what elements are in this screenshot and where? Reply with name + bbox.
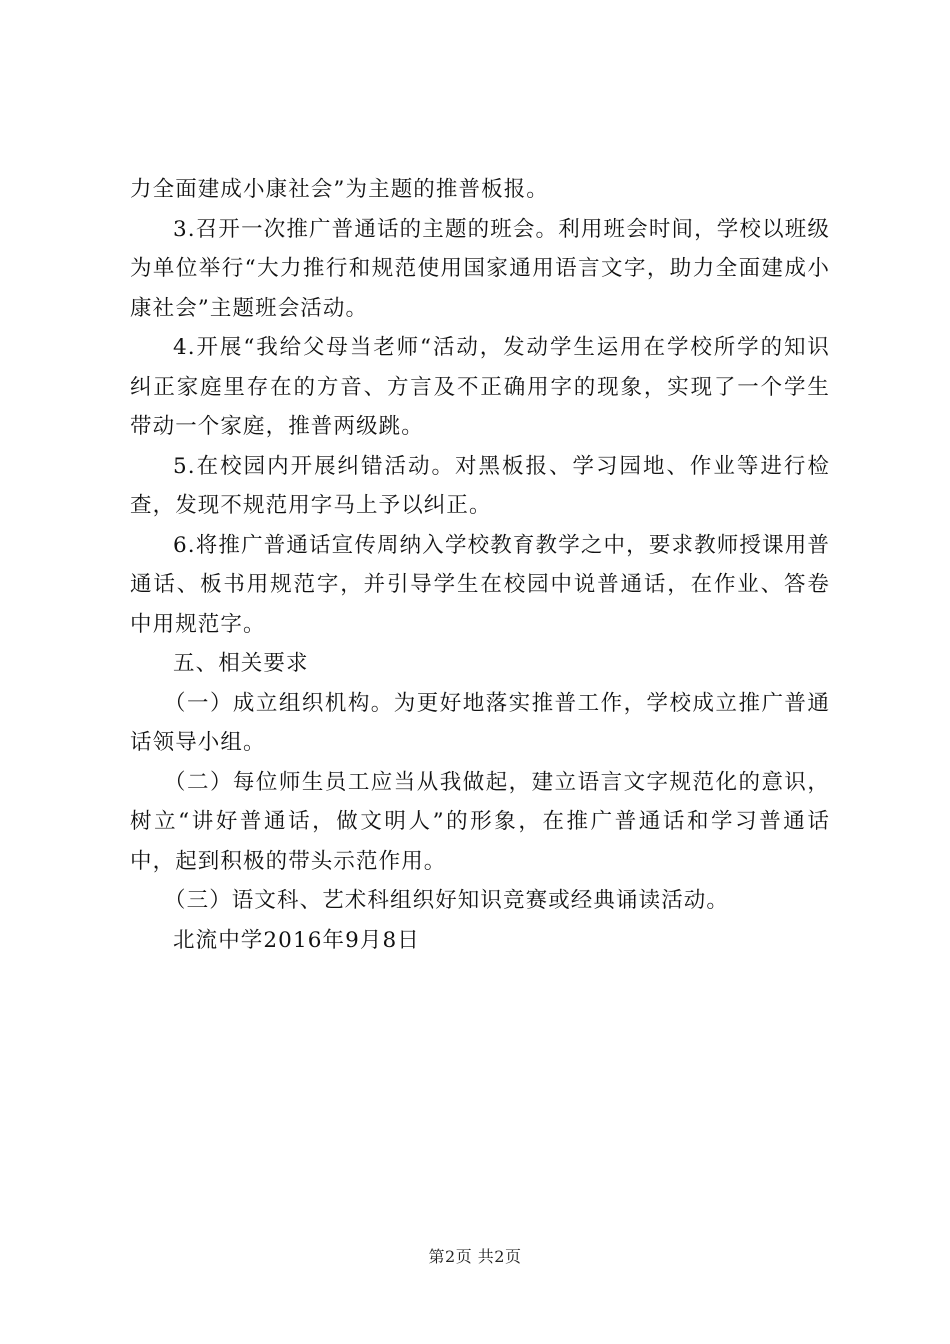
paragraph-requirement-1: （一）成立组织机构。为更好地落实推普工作，学校成立推广普通话领导小组。 (130, 690, 830, 755)
section-heading-requirements: 五、相关要求 (173, 651, 309, 676)
paragraph-requirement-3: （三）语文科、艺术科组织好知识竞赛或经典诵读活动。 (164, 888, 730, 913)
paragraph-requirement-2: （二）每位师生员工应当从我做起，建立语言文字规范化的意识，树立“讲好普通话，做文明人”的形象，在推广普通话和学习普通话中，起到积极的带头示范作用。 (130, 769, 830, 874)
paragraph-item-5: 5.在校园内开展纠错活动。对黑板报、学习园地、作业等进行检查，发现不规范用字马上予以纠正。 (130, 453, 830, 518)
paragraph-continuation: 力全面建成小康社会”为主题的推普板报。 (130, 177, 549, 202)
document-body (130, 170, 830, 960)
page-footer: 第2页 共2页 (428, 1247, 522, 1266)
paragraph-item-4: 4.开展“我给父母当老师“活动，发动学生运用在学校所学的知识纠正家庭里存在的方音、方言及不正确用字的现象，实现了一个学生带动一个家庭，推普两级跳。 (130, 335, 830, 439)
signature-line: 北流中学2016年9月8日 (173, 927, 420, 953)
paragraph-item-6: 6.将推广普通话宣传周纳入学校教育教学之中，要求教师授课用普通话、板书用规范字，并引导学生在校园中说普通话，在作业、答卷中用规范字。 (130, 532, 830, 637)
paragraph-item-3: 3.召开一次推广普通话的主题的班会。利用班会时间，学校以班级为单位举行“大力推行和规范使用国家通用语言文字，助力全面建成小康社会”主题班会活动。 (130, 216, 830, 321)
